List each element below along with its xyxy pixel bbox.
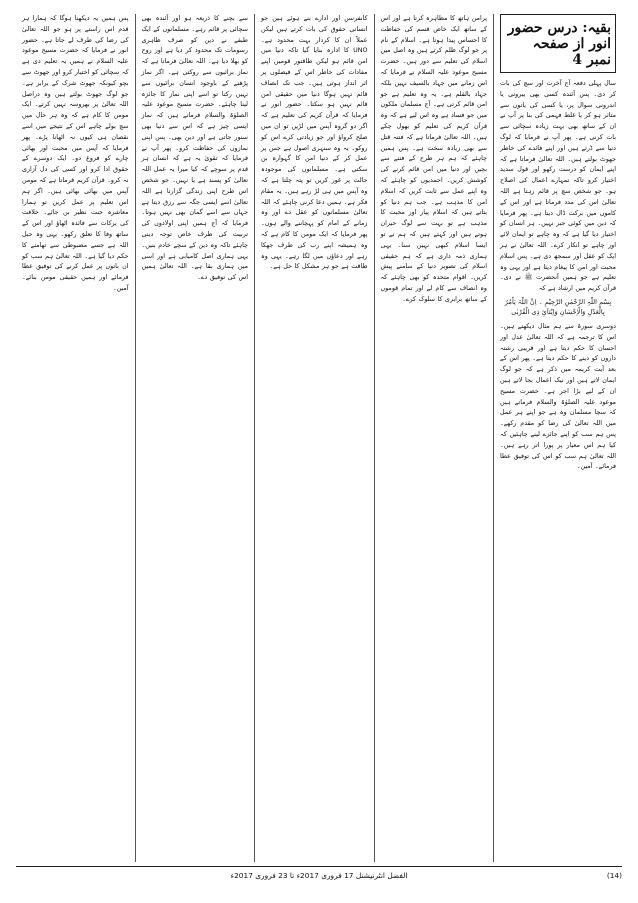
column-text: کانفرنس اور ادارے بنے ہوئے ہیں جو انسانی حقوق کی بات کرتے ہیں لیکن عملاً ان کا کردار بہت محدود ہے۔ UNO کا ادارہ بنایا گیا تاکہ دنیا میں امن قائم ہو لیکن طاقتور قومیں اپنے مفادات کی خاطر اس کے فیصلوں پر اثر انداز ہوتی ہیں۔ جب تک انصاف قائم نہیں ہوگا دنیا میں حقیقی امن قائم نہیں ہو سکتا۔ حضور انور نے فرمایا کہ قرآن کریم کی تعلیم ہے کہ اگر دو گروہ آپس میں لڑیں تو ان میں صلح کرواؤ اور جو زیادتی کرے اس کو روکو۔ یہ وہ سنہری اصول ہے جس پر عمل کر کے دنیا امن کا گہوارہ بن سکتی ہے۔ مسلمانوں کی موجودہ حالت پر غور کریں تو پتہ چلتا ہے کہ وہ آپس میں ہی لڑ رہے ہیں۔ یہ مقام فکر ہے۔ ہمیں دعا کرنی چاہئے کہ اللہ تعالیٰ مسلمانوں کو عقل دے اور وہ زمانے کے امام کو پہچاننے والے ہوں۔ پھر فرمایا کہ ایک مومن کا کام ہے کہ وہ ہمیشہ اپنے رب کی طرف جھکا رہے اور دعاؤں میں لگا رہے۔ یہی وہ طاقت ہے جو ہر مشکل کا حل ہے۔ [261, 15, 368, 271]
column-text: پس ہمیں یہ دیکھنا ہوگا کہ ہمارا ہر قدم اس راستے پر ہو جو اللہ تعالیٰ کی رضا کی طرف لے جاتا ہے۔ حضور انور نے فرمایا کہ حضرت مسیح موعود علیہ السلام نے ہمیں یہ تعلیم دی ہے کہ سچائی کو اختیار کرو اور جھوٹ سے بچو کیونکہ جھوٹ شرک کے برابر ہے۔ جو لوگ جھوٹ بولتے ہیں وہ دراصل اللہ تعالیٰ پر بھروسہ نہیں کرتے۔ ایک مومن کا کام ہے کہ وہ ہر حال میں سچ بولے چاہے اس کے نتیجے میں اسے نقصان ہی کیوں نہ اٹھانا پڑے۔ پھر فرمایا کہ آپس میں محبت اور بھائی چارے کو فروغ دو۔ ایک دوسرے کے حقوق ادا کرو اور کسی کی دل آزاری نہ کرو۔ قرآن کریم فرماتا ہے کہ مومن آپس میں بھائی بھائی ہیں۔ اگر ہم اس تعلیم پر عمل کریں تو ہمارا معاشرہ جنت نظیر بن جائے۔ خلافت کی برکات سے فائدہ اٹھاؤ اور اس کے ساتھ وفا کا تعلق رکھو۔ یہی وہ حبل اللہ ہے جسے مضبوطی سے تھامنے کا حکم دیا گیا ہے۔ اللہ تعالیٰ ہم سب کو ان باتوں پر عمل کرنے کی توفیق عطا فرمائے اور ہمیں حقیقی مومن بنائے۔ آمین۔ [22, 15, 129, 292]
footer-divider [16, 866, 622, 867]
column-2 [375, 14, 495, 862]
column-text: پرامن ہاتھ کا مظاہرہ کرتا ہے اور اس کے ساتھ ایک خاص قسم کی حفاظت کا احساس پیدا ہوتا ہے۔ اسلام کے نام پر جو لوگ ظلم کرتے ہیں وہ اصل میں اسلام کی تعلیم سے دور ہیں۔ حضرت مسیح موعود علیہ السلام نے فرمایا کہ اس زمانے میں جہاد بالسیف نہیں بلکہ جہاد بالقلم ہے۔ یہ وہ تعلیم ہے جو امن قائم کرتی ہے۔ آج مسلمان ملکوں میں جو فساد ہے وہ اس لیے ہے کہ وہ قرآن کریم کی تعلیم کو بھول چکے ہیں۔ اللہ تعالیٰ فرماتا ہے کہ فتنہ قتل سے بھی زیادہ سخت ہے۔ پس ہمیں چاہئے کہ ہم ہر طرح کے فتنے سے بچیں اور دنیا میں امن قائم کرنے کی کوشش کریں۔ احمدیوں کو چاہئے کہ وہ اپنے عمل سے ثابت کریں کہ اسلام امن کا مذہب ہے۔ جب ہم دنیا کو بتاتے ہیں کہ اسلام پیار اور محبت کا مذہب ہے تو بہت سے لوگ حیران ہوتے ہیں اور کہتے ہیں کہ ہم نے تو ایسا اسلام کبھی نہیں سنا۔ یہی ہماری ذمہ داری ہے کہ ہم حقیقی اسلام کی تصویر دنیا کے سامنے پیش کریں۔ اقوام متحدہ کو بھی چاہئے کہ وہ انصاف سے کام لے اور تمام قوموں کے ساتھ برابری کا سلوک کرے۔ [380, 15, 487, 303]
column-5-left [16, 14, 136, 862]
column-text: سے بچنے کا ذریعہ ہو اور آئندہ بھی سچائی پر قائم رہے۔ مسلمانوں کے ایک طبقے نے دین کو صرف ظاہری رسومات تک محدود کر دیا ہے اور روح کو بھلا دیا ہے۔ اللہ تعالیٰ فرماتا ہے کہ نماز برائیوں سے روکتی ہے۔ اگر نماز پڑھنے کے باوجود انسان برائیوں سے نہیں رکتا تو اسے اپنی نماز کا جائزہ لینا چاہئے۔ حضرت مسیح موعود علیہ الصلوٰۃ والسلام فرماتے ہیں کہ نماز ایسی چیز ہے کہ اس سے دنیا بھی سنور جاتی ہے اور دین بھی۔ پس اپنی نمازوں کی حفاظت کرو۔ پھر آپ نے فرمایا کہ تقویٰ یہ ہے کہ انسان ہر قدم پر سوچے کہ کیا میرا یہ عمل اللہ تعالیٰ کو پسند ہے یا نہیں۔ جو شخص اس طرح اپنی زندگی گزارتا ہے اللہ تعالیٰ اسے ایسی جگہ سے رزق دیتا ہے جہاں سے اسے گمان بھی نہیں ہوتا۔ فرمایا کہ آج ہمیں اپنی اولادوں کی تربیت کی طرف خاص توجہ دینی چاہئے تاکہ وہ دین کے سچے خادم بنیں۔ یہی ہماری اصل کامیابی ہے اور اسی میں ہماری بقا ہے۔ اللہ تعالیٰ ہمیں اس کی توفیق دے۔ [141, 15, 248, 282]
column-1-right [494, 14, 622, 862]
page-footer [16, 871, 622, 885]
footer-caption: الفضل انٹرنیشنل 17 فروری 2017ء تا 23 فروری 2017ء [230, 871, 408, 880]
arabic-verse: بِسْمِ اللّٰہِ الرَّحْمٰنِ الرَّحِیْمِ ۔ اِنَّ اللّٰہَ یَاْمُرُ بِالْعَدْلِ وَالْاِحْسَانِ وَاِیْتَآئِ ذِی الْقُرْبٰی [504, 297, 612, 317]
article-header-title: بقیہ: درس حضور انور از صفحہ نمبر 4 [507, 20, 611, 68]
column-4 [136, 14, 256, 862]
column-text: سال پہلی دفعہ آج آخرت اور سچ کی بات کر دی۔ پس آئندہ کسی بھی بیرونی یا اندرونی سوال پر، یا کسی کی باتوں سے متاثر ہو کر یا غلط فہمی کی بنا پر آپ نے ان کے ساتھ بھی بہت زیادہ سچائی سے بات کرنی ہے۔ پھر آپ نے فرمایا کہ لوگ دنیا سے ڈرتے ہیں اور اپنے فائدے کی خاطر جھوٹ بولتے ہیں۔ اللہ تعالیٰ فرماتا ہے کہ اپنے ایمان کو درست رکھو اور قول سدید اختیار کرو تاکہ تمہارے اعمال کی اصلاح ہو۔ جو شخص سچ پر قائم رہتا ہے اللہ تعالیٰ اس کی مدد فرماتا ہے اور اس کے کاموں میں برکت ڈال دیتا ہے۔ پھر فرمایا کہ دین میں کوئی جبر نہیں۔ ہر انسان کو اختیار دیا گیا ہے کہ وہ چاہے تو ایمان لائے اور چاہے تو انکار کرے۔ اللہ تعالیٰ نے ہر ایک کو عقل اور سمجھ دی ہے۔ پس اسلام محبت اور امن کا پیغام دیتا ہے اور یہی وہ تعلیم ہے جو ہمیں آنحضرت ﷺ نے دی۔ قرآن کریم میں ارشاد ہے کہ [500, 80, 616, 293]
article-header-box [500, 14, 616, 73]
text-columns [16, 14, 622, 862]
column-text: دوسری سورۃ سے ہم مثال دیکھتے ہیں۔ اس کا ترجمہ ہے کہ اللہ تعالیٰ عدل اور احسان کا حکم دیتا ہے اور قریبی رشتہ داروں کو دینے کا حکم دیتا ہے۔ پھر اس کے بعد آیت کریمہ میں ذکر ہے کہ جو لوگ ایمان لاتے ہیں اور نیک اعمال بجا لاتے ہیں ان کے لیے بڑا اجر ہے۔ حضرت مسیح موعود علیہ الصلوٰۃ والسلام فرماتے ہیں کہ سچا مسلمان وہ ہے جو اپنے ہر عمل میں اللہ تعالیٰ کی رضا کو مقدم رکھے۔ پس ہم سب کو اپنے جائزے لینے چاہئیں کہ کیا ہم اس معیار پر پورا اتر رہے ہیں۔ اللہ تعالیٰ ہم سب کو اس کی توفیق عطا فرمائے۔ آمین۔ [500, 322, 616, 471]
page-number: (14) [606, 871, 622, 880]
column-3 [255, 14, 375, 862]
